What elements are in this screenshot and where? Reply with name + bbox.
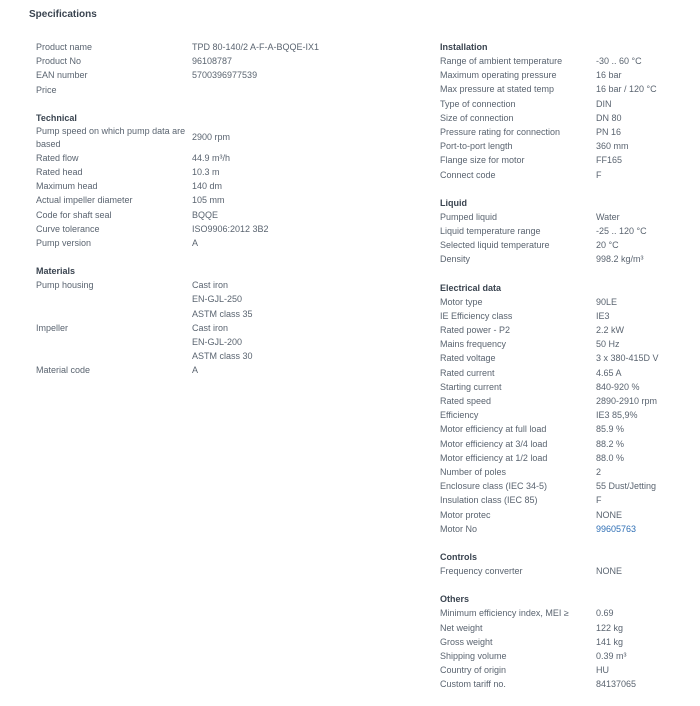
spec-values <box>596 408 638 422</box>
spec-label: Starting current <box>440 381 502 392</box>
spec-label: Net weight <box>440 622 483 633</box>
spec-values <box>596 153 622 167</box>
spec-value: 840-920 % <box>596 381 640 392</box>
spec-row-flange-size-for-motor <box>440 153 670 167</box>
spec-values <box>596 111 622 125</box>
spec-values <box>192 208 218 222</box>
spec-label: Motor No <box>440 523 478 534</box>
spec-row-pumped-liquid <box>440 210 670 224</box>
spec-row-rated-head <box>36 165 366 179</box>
spec-row-motor-protec <box>440 508 670 522</box>
spec-row-motor-type <box>440 295 670 309</box>
spec-row-connect-code <box>440 168 670 182</box>
spec-label: Rated flow <box>36 152 79 163</box>
spec-row-pump-speed-on-which-pump-data-are-based <box>36 125 366 151</box>
spec-value: 10.3 m <box>192 167 220 178</box>
spec-label: Max pressure at stated temp <box>440 84 555 95</box>
spec-value: 16 bar / 120 °C <box>596 84 657 95</box>
spec-label: Motor protec <box>440 509 491 520</box>
spec-row-rated-power-p2 <box>440 323 670 337</box>
spec-value: 88.0 % <box>596 452 625 463</box>
spec-value: 998.2 kg/m³ <box>596 254 644 265</box>
spec-value: 44.9 m³/h <box>192 152 231 163</box>
spec-row-liquid-temperature-range <box>440 224 670 238</box>
spec-values <box>596 323 624 337</box>
spec-values <box>192 363 198 377</box>
spec-values <box>596 351 659 365</box>
spec-values <box>596 97 612 111</box>
section-title: Others <box>440 594 470 605</box>
spec-values <box>192 131 230 144</box>
spec-values <box>596 125 621 139</box>
spec-value: ASTM class 35 <box>192 308 253 319</box>
spec-label: Motor efficiency at full load <box>440 424 547 435</box>
spec-values <box>596 621 623 635</box>
spec-value: FF165 <box>596 155 623 166</box>
spec-values <box>596 522 636 536</box>
spec-value: 122 kg <box>596 622 624 633</box>
spec-row-material-code <box>36 363 366 377</box>
spec-value: HU <box>596 665 609 676</box>
spec-values <box>192 321 253 364</box>
spec-row-rated-voltage <box>440 351 670 365</box>
spec-label: Motor efficiency at 3/4 load <box>440 438 548 449</box>
spec-row-actual-impeller-diameter <box>36 193 366 207</box>
spec-label: Selected liquid temperature <box>440 240 550 251</box>
spec-value: EN-GJL-250 <box>192 294 243 305</box>
spec-value: F <box>596 169 602 180</box>
spec-values <box>596 210 620 224</box>
spec-row-rated-current <box>440 366 670 380</box>
spec-row-motor-efficiency-at-3-4-load <box>440 437 670 451</box>
spec-value: Cast iron <box>192 280 229 291</box>
spec-row-net-weight <box>440 621 670 635</box>
spec-values <box>596 337 620 351</box>
spec-label: Rated head <box>36 167 83 178</box>
section-electrical-data <box>440 281 670 536</box>
spec-value: BQQE <box>192 209 219 220</box>
spec-values <box>596 82 657 96</box>
spec-values <box>596 224 647 238</box>
spec-label: Gross weight <box>440 636 493 647</box>
spec-values <box>596 309 610 323</box>
spec-values <box>192 222 269 236</box>
spec-value: 96108787 <box>192 56 233 67</box>
spec-label: Minimum efficiency index, MEI ≥ <box>440 608 569 619</box>
spec-row-rated-speed <box>440 394 670 408</box>
spec-values <box>596 465 601 479</box>
spec-value: 360 mm <box>596 141 629 152</box>
spec-label: Maximum operating pressure <box>440 70 557 81</box>
spec-values <box>192 236 198 250</box>
spec-values <box>596 493 602 507</box>
spec-label: Actual impeller diameter <box>36 195 133 206</box>
spec-label: Motor type <box>440 296 483 307</box>
spec-values <box>596 380 640 394</box>
section-technical <box>36 111 366 250</box>
section-others <box>440 592 670 691</box>
spec-row-pump-version <box>36 236 366 250</box>
spec-label: Pressure rating for connection <box>440 127 561 138</box>
spec-row-frequency-converter <box>440 564 670 578</box>
spec-value-link[interactable]: 99605763 <box>596 523 637 534</box>
spec-values <box>596 252 644 266</box>
spec-row-size-of-connection <box>440 111 670 125</box>
spec-label: Efficiency <box>440 410 479 421</box>
spec-row-enclosure-class-iec-34-5 <box>440 479 670 493</box>
spec-row-rated-flow <box>36 151 366 165</box>
spec-label: Rated power - P2 <box>440 325 511 336</box>
spec-value: 2.2 kW <box>596 325 625 336</box>
spec-label: Pump version <box>36 238 92 249</box>
section-title: Electrical data <box>440 282 502 293</box>
spec-values <box>596 238 619 252</box>
spec-value: 2890-2910 rpm <box>596 396 658 407</box>
spec-values <box>192 179 222 193</box>
spec-value: 20 °C <box>596 240 619 251</box>
spec-value: 141 kg <box>596 636 624 647</box>
spec-values <box>596 606 614 620</box>
spec-value: -25 .. 120 °C <box>596 226 647 237</box>
spec-value: Water <box>596 211 620 222</box>
spec-values <box>192 165 220 179</box>
spec-value: 2 <box>596 467 602 478</box>
spec-label: Curve tolerance <box>36 223 100 234</box>
spec-row-pump-housing <box>36 278 366 321</box>
spec-row-density <box>440 252 670 266</box>
spec-value: 85.9 % <box>596 424 625 435</box>
spec-value: 3 x 380-415D V <box>596 353 659 364</box>
spec-value: A <box>192 238 199 249</box>
spec-value: 50 Hz <box>596 339 620 350</box>
spec-row-number-of-poles <box>440 465 670 479</box>
spec-label: IE Efficiency class <box>440 310 513 321</box>
spec-values <box>596 663 609 677</box>
spec-row-pressure-rating-for-connection <box>440 125 670 139</box>
spec-label: Country of origin <box>440 665 507 676</box>
spec-value: DN 80 <box>596 112 622 123</box>
section-product <box>36 40 366 97</box>
spec-value <box>192 83 195 97</box>
spec-label: Density <box>440 254 471 265</box>
spec-values <box>596 422 624 436</box>
spec-values <box>192 83 195 97</box>
spec-values <box>596 139 629 153</box>
spec-values <box>596 54 642 68</box>
spec-row-gross-weight <box>440 635 670 649</box>
spec-value: ASTM class 30 <box>192 351 253 362</box>
spec-value: PN 16 <box>596 127 622 138</box>
spec-values <box>596 366 622 380</box>
spec-value: 16 bar <box>596 70 622 81</box>
spec-label: Code for shaft seal <box>36 209 112 220</box>
spec-row-starting-current <box>440 380 670 394</box>
spec-value: NONE <box>596 509 623 520</box>
spec-values <box>192 40 319 54</box>
page-title: Specifications <box>29 9 97 20</box>
spec-value: A <box>192 365 199 376</box>
spec-label: Range of ambient temperature <box>440 56 563 66</box>
section-title: Technical <box>36 112 77 123</box>
spec-row-mains-frequency <box>440 337 670 351</box>
spec-value: 140 dm <box>192 181 223 192</box>
spec-value: DIN <box>596 98 612 109</box>
spec-row-price <box>36 83 366 97</box>
spec-value: Cast iron <box>192 322 229 333</box>
spec-label: Custom tariff no. <box>440 679 506 690</box>
spec-value: ISO9906:2012 3B2 <box>192 223 269 234</box>
spec-value: TPD 80-140/2 A-F-A-BQQE-IX1 <box>192 42 320 52</box>
section-installation <box>440 40 670 182</box>
spec-row-efficiency <box>440 408 670 422</box>
spec-label: Type of connection <box>440 98 516 109</box>
spec-row-ie-efficiency-class <box>440 309 670 323</box>
spec-label: Liquid temperature range <box>440 226 541 237</box>
spec-value: IE3 85,9% <box>596 410 638 421</box>
spec-label: Connect code <box>440 169 496 180</box>
spec-label: Insulation class (IEC 85) <box>440 495 538 506</box>
spec-label: Rated speed <box>440 396 492 407</box>
spec-value: F <box>596 495 602 506</box>
spec-value: IE3 <box>596 310 610 321</box>
spec-row-range-of-ambient-temperature <box>440 54 670 68</box>
spec-value: 0.69 <box>596 608 614 619</box>
left-column <box>36 40 366 392</box>
spec-row-custom-tariff-no <box>440 677 670 691</box>
spec-values <box>596 437 624 451</box>
spec-label: Rated current <box>440 367 495 378</box>
section-title: Installation <box>440 42 488 52</box>
spec-label: Rated voltage <box>440 353 496 364</box>
spec-row-maximum-head <box>36 179 366 193</box>
spec-values <box>596 295 617 309</box>
spec-values <box>192 151 230 165</box>
spec-row-minimum-efficiency-index-mei <box>440 606 670 620</box>
section-liquid <box>440 196 670 267</box>
spec-row-type-of-connection <box>440 97 670 111</box>
spec-values <box>596 451 624 465</box>
spec-label: Product name <box>36 42 93 52</box>
spec-values <box>192 54 232 68</box>
spec-row-shipping-volume <box>440 649 670 663</box>
section-title: Liquid <box>440 197 467 208</box>
spec-values <box>596 168 602 182</box>
spec-row-maximum-operating-pressure <box>440 68 670 82</box>
spec-row-insulation-class-iec-85 <box>440 493 670 507</box>
spec-row-max-pressure-at-stated-temp <box>440 82 670 96</box>
spec-value: 0.39 m³ <box>596 650 627 661</box>
spec-label: Material code <box>36 365 91 376</box>
spec-value: EN-GJL-200 <box>192 337 243 348</box>
spec-values <box>596 677 636 691</box>
spec-label: Size of connection <box>440 112 514 123</box>
spec-row-product-no <box>36 54 366 68</box>
spec-value: 105 mm <box>192 195 225 206</box>
spec-value: -30 .. 60 °C <box>596 56 642 66</box>
spec-label: Port-to-port length <box>440 141 513 152</box>
spec-label: Maximum head <box>36 181 98 192</box>
spec-row-motor-efficiency-at-1-2-load <box>440 451 670 465</box>
spec-row-product-name <box>36 40 366 54</box>
spec-label: EAN number <box>36 70 88 81</box>
spec-value: 55 Dust/Jetting <box>596 481 657 492</box>
spec-label: Number of poles <box>440 467 507 478</box>
spec-row-motor-no <box>440 522 670 536</box>
spec-label: Impeller <box>36 322 69 333</box>
spec-value: 84137065 <box>596 679 637 690</box>
spec-value: 2900 rpm <box>192 132 231 143</box>
spec-label: Flange size for motor <box>440 155 525 166</box>
spec-label: Shipping volume <box>440 650 507 661</box>
spec-label: Price <box>36 84 57 95</box>
spec-values <box>596 635 623 649</box>
spec-values <box>596 649 627 663</box>
right-column <box>440 40 670 706</box>
spec-row-country-of-origin <box>440 663 670 677</box>
spec-label: Pumped liquid <box>440 211 498 222</box>
spec-row-curve-tolerance <box>36 222 366 236</box>
spec-value: 5700396977539 <box>192 70 258 81</box>
spec-value: NONE <box>596 566 623 577</box>
spec-row-impeller <box>36 321 366 364</box>
spec-label: Product No <box>36 56 82 67</box>
spec-values <box>192 193 225 207</box>
spec-value: 88.2 % <box>596 438 625 449</box>
section-title: Controls <box>440 552 477 563</box>
spec-label: Motor efficiency at 1/2 load <box>440 452 548 463</box>
spec-row-code-for-shaft-seal <box>36 208 366 222</box>
spec-label: Enclosure class (IEC 34-5) <box>440 481 548 492</box>
section-title: Materials <box>36 266 76 277</box>
spec-label: Frequency converter <box>440 566 523 577</box>
spec-row-port-to-port-length <box>440 139 670 153</box>
section-materials <box>36 264 366 377</box>
spec-value: 4.65 A <box>596 367 622 378</box>
spec-row-ean-number <box>36 68 366 82</box>
spec-label: Pump speed on which pump data are based <box>36 125 186 149</box>
section-controls <box>440 550 670 578</box>
spec-label: Pump housing <box>36 280 94 291</box>
spec-values <box>596 394 657 408</box>
spec-values <box>192 68 257 82</box>
spec-values <box>596 68 622 82</box>
spec-values <box>596 508 622 522</box>
spec-values <box>596 564 622 578</box>
spec-label: Mains frequency <box>440 339 507 350</box>
spec-value: 90LE <box>596 296 618 307</box>
spec-row-motor-efficiency-at-full-load <box>440 422 670 436</box>
spec-row-selected-liquid-temperature <box>440 238 670 252</box>
spec-values <box>192 278 253 321</box>
spec-values <box>596 479 656 493</box>
